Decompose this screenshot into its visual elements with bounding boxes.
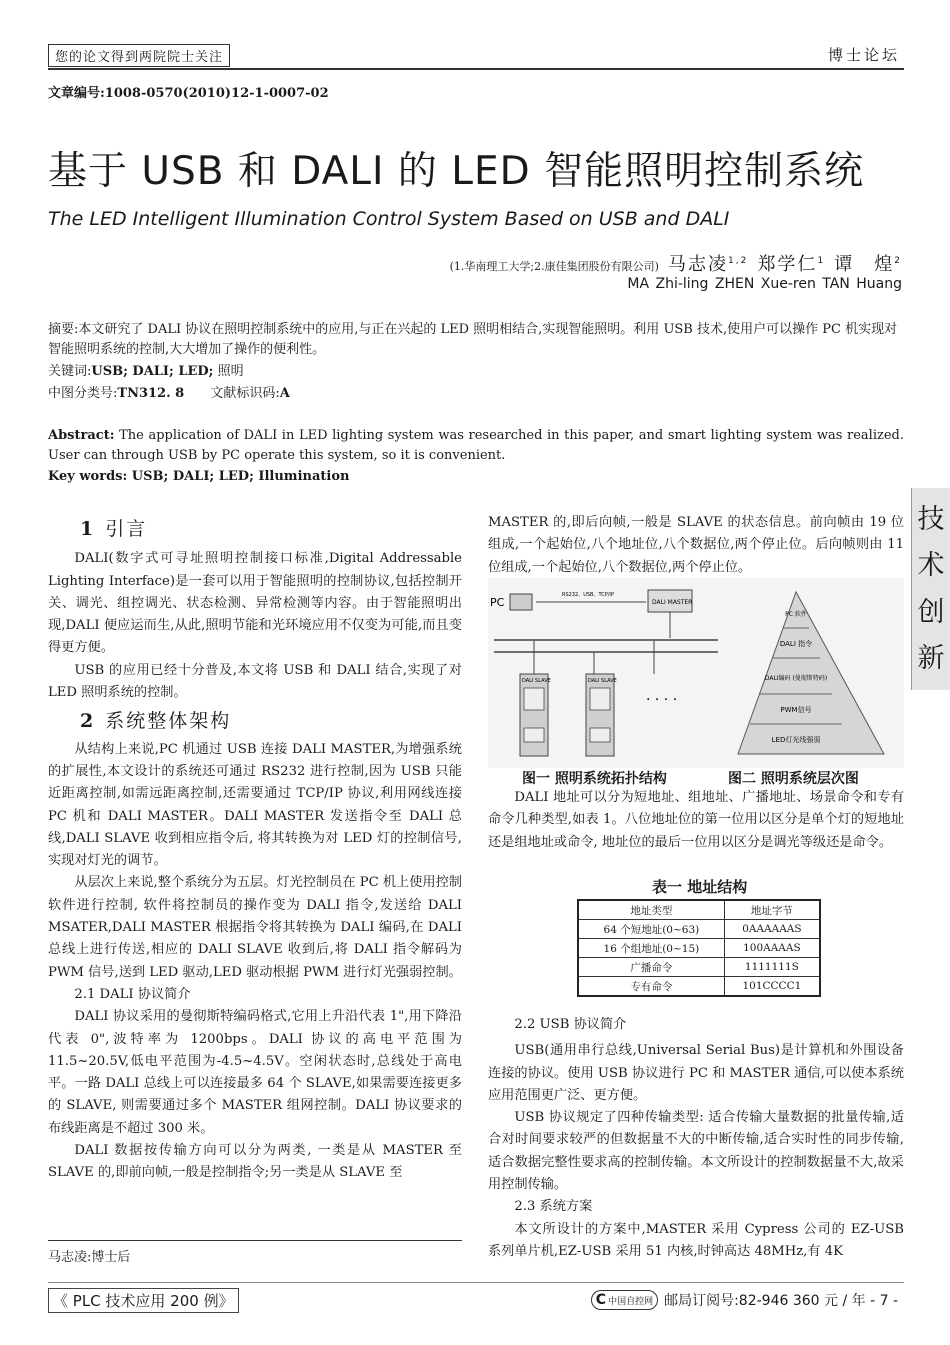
subsection-2-2: 2.2 USB 协议简介 xyxy=(514,1017,627,1032)
right-column-bottom xyxy=(488,1014,904,1263)
paper-title: 基于 USB 和 DALI 的 LED 智能照明控制系统 xyxy=(48,149,865,194)
author-line xyxy=(450,250,902,276)
pyramid-layer: DALI编码 (曼彻斯特码) xyxy=(764,675,828,682)
slave-label: DALI SLAVE xyxy=(522,678,551,684)
affiliation: (1.华南理工大学;2.康佳集团股份有限公司) xyxy=(449,260,659,273)
table-row: 专有命令 101CCCC1 xyxy=(578,977,820,997)
keywords-cn: 关键词:USB; DALI; LED; 照明 xyxy=(48,364,244,379)
side-tab-char: 新 xyxy=(917,643,945,675)
footnote-rule xyxy=(48,1240,462,1241)
classification: 中图分类号:TN312. 8 文献标识码:A xyxy=(48,386,290,401)
table-header: 地址字节 xyxy=(724,900,820,920)
abstract-en: Abstract: The application of DALI in LED lighting system was researched in this paper, and smart lighting system was realized. User can through USB by PC operate this system, so it is convenient. xyxy=(48,428,904,463)
footer-subscription: C 中国自控网 邮局订阅号:82-946 360 元 / 年 - 7 - xyxy=(591,1290,898,1310)
paragraph: DALI 协议采用的曼彻斯特编码格式,它用上升沿代表 1",用下降沿代表 0",波特率为 1200bps。DALI 协议的高电平范围为 11.5~20.5V,低电平范围为-4.5~4.5V。空闲状态时,总线处于高电平。一路 DALI 总线上可以连接最多 64 个 SLAVE,如果需要连接更多的 SLAVE, 则需要通过多个 MASTER 组网控制。DALI 协议要求的布线距离是不超过 300 米。 xyxy=(48,1009,462,1136)
logo-icon: C 中国自控网 xyxy=(591,1290,658,1310)
pc-label: PC xyxy=(490,596,505,609)
paragraph: 本文所设计的方案中,MASTER 采用 Cypress 公司的 EZ-USB 系列单片机,EZ-USB 采用 51 内核,时钟高达 48MHz,有 4K xyxy=(488,1221,904,1259)
figure-diagram xyxy=(488,578,904,768)
keywords-en: Key words: USB; DALI; LED; Illumination xyxy=(48,469,350,484)
journal-slogan: 您的论文得到两院院士关注 xyxy=(48,44,230,67)
author-2: 郑学仁$^1$ xyxy=(757,254,826,275)
author-3: 谭 煌$^2$ xyxy=(834,254,902,275)
author-footnote: 马志凌:博士后 xyxy=(48,1250,131,1265)
link-label: RS232、USB、TCP/IP xyxy=(562,592,614,598)
slave-box xyxy=(520,674,548,756)
right-column-top xyxy=(488,512,904,579)
header-rule xyxy=(48,68,904,70)
side-tab xyxy=(911,488,950,690)
table-title: 表一 地址结构 xyxy=(652,878,748,896)
table-header: 地址类型 xyxy=(578,900,724,920)
more-dots: · · · · xyxy=(646,692,678,708)
paragraph: DALI 数据按传输方向可以分为两类, 一类是从 MASTER 至 SLAVE 的,即前向帧,一般是控制指令;另一类是从 SLAVE 至 xyxy=(48,1143,462,1181)
section-label: 博士论坛 xyxy=(827,46,900,64)
subsection-2-1: 2.1 DALI 协议简介 xyxy=(74,986,191,1002)
pyramid-layer: LED灯光线强弱 xyxy=(771,736,821,744)
section-1-heading: 1 引言 xyxy=(80,518,148,540)
right-column-mid xyxy=(488,787,904,854)
slave-label: DALI SLAVE xyxy=(588,678,617,684)
table-row: 16 个组地址(0~15) 100AAAAS xyxy=(578,939,820,958)
paragraph: USB 协议规定了四种传输类型: 适合传输大量数据的批量传输,适合对时间要求较严的但数据量不大的中断传输,适合实时性的同步传输,适合数据完整性要求高的控制传输。本文所设计的控制数据量不大,故采用控制传输。 xyxy=(488,1110,904,1193)
side-tab-char: 技 xyxy=(917,503,945,535)
subsection-2-3: 2.3 系统方案 xyxy=(514,1199,593,1215)
section-2-heading: 2 系统整体架构 xyxy=(80,710,232,733)
table-header-row xyxy=(578,900,820,920)
slave-box xyxy=(586,674,614,756)
article-number: 文章编号:1008-0570(2010)12-1-0007-02 xyxy=(48,86,329,101)
side-tab-char: 术 xyxy=(917,550,945,582)
paragraph: MASTER 的,即后向帧,一般是 SLAVE 的状态信息。前向帧由 19 位组成,一个起始位,八个地址位,八个数据位,两个停止位。后向帧则由 11 位组成,一个起始位,八个数据位,两个停止位。 xyxy=(488,515,904,575)
paragraph: 从层次上来说,整个系统分为五层。灯光控制员在 PC 机上使用控制软件进行控制, 软件将控制员的操作变为 DALI 指令,发送给 DALI MSATER,DALI MASTER 根据指令将其转换为 DALI 编码,在 DALI 总线上进行传送,相应的 DALI SLAVE 收到后,将 DALI 指令解码为 PWM 信号,送到 LED 驱动,LED 驱动根据 PWM 进行灯光强弱控制。 xyxy=(48,875,462,980)
author-1: 马志凌$^{1,2}$ xyxy=(668,254,749,275)
table-row: 广播命令 1111111S xyxy=(578,958,820,977)
abstract-cn: 摘要:本文研究了 DALI 协议在照明控制系统中的应用,与正在兴起的 LED 照明相结合,实现智能照明。利用 USB 技术,使用户可以操作 PC 机实现对智能照明系统的控制,大大增加了操作的便利性。 xyxy=(48,322,898,357)
master-label: DALI MASTER xyxy=(652,599,693,606)
footer-ad: 《 PLC 技术应用 200 例》 xyxy=(48,1288,239,1313)
paragraph: DALI(数字式可寻址照明控制接口标准,Digital Addressable Lighting Interface)是一套可以用于智能照明的控制协议,包括控制开关、调光、组控调光、状态检测、异常检测等内容。由于智能照明出现,DALI 便应运而生,从此,照明节能和光环境应用不仅变为可能,而且变得更方便。 xyxy=(48,551,462,656)
table-row: 64 个短地址(0~63) 0AAAAAAS xyxy=(578,920,820,939)
figure-topology xyxy=(488,578,904,788)
pyramid-layer: PWM信号 xyxy=(780,706,812,714)
paragraph: DALI 地址可以分为短地址、组地址、广播地址、场景命令和专有命令几种类型,如表 1。八位地址位的第一位用以区分是单个灯的短地址还是组地址或命令, 地址位的最后一位用以区分是调光等级还是命令。 xyxy=(488,790,904,850)
paragraph: USB 的应用已经十分普及,本文将 USB 和 DALI 结合,实现了对 LED 照明系统的控制。 xyxy=(48,662,462,701)
pc-icon xyxy=(510,594,532,610)
address-table xyxy=(577,899,821,997)
figure-1-caption: 图一 照明系统拓扑结构 xyxy=(522,771,667,787)
footer-rule xyxy=(48,1282,904,1283)
pyramid-layer: DALI 指令 xyxy=(779,640,813,648)
authors-english: MA Zhi-ling ZHEN Xue-ren TAN Huang xyxy=(627,276,902,292)
figure-2-caption: 图二 照明系统层次图 xyxy=(728,771,859,787)
pyramid-layer: PC 软件 xyxy=(785,611,807,618)
left-column xyxy=(48,518,462,1185)
side-tab-char: 创 xyxy=(917,596,945,628)
paragraph: USB(通用串行总线,Universal Serial Bus)是计算机和外围设备连接的协议。使用 USB 协议进行 PC 和 MASTER 通信,可以使本系统应用范围更广泛、更方便。 xyxy=(488,1043,904,1103)
paragraph: 从结构上来说,PC 机通过 USB 连接 DALI MASTER,为增强系统的扩展性,本文设计的系统还可通过 RS232 进行控制,因为 USB 只能近距离控制,如需远距离控制,还需要通过 TCP/IP 协议,利用网线连接 PC 机和 DALI MASTER。DALI MASTER 发送指令至 DALI 总线,DALI SLAVE 收到相应指令后, 将其转换为对 LED 灯的控制信号,实现对灯光的调节。 xyxy=(48,741,462,869)
paper-subtitle: The LED Intelligent Illumination Control System Based on USB and DALI xyxy=(48,208,730,230)
